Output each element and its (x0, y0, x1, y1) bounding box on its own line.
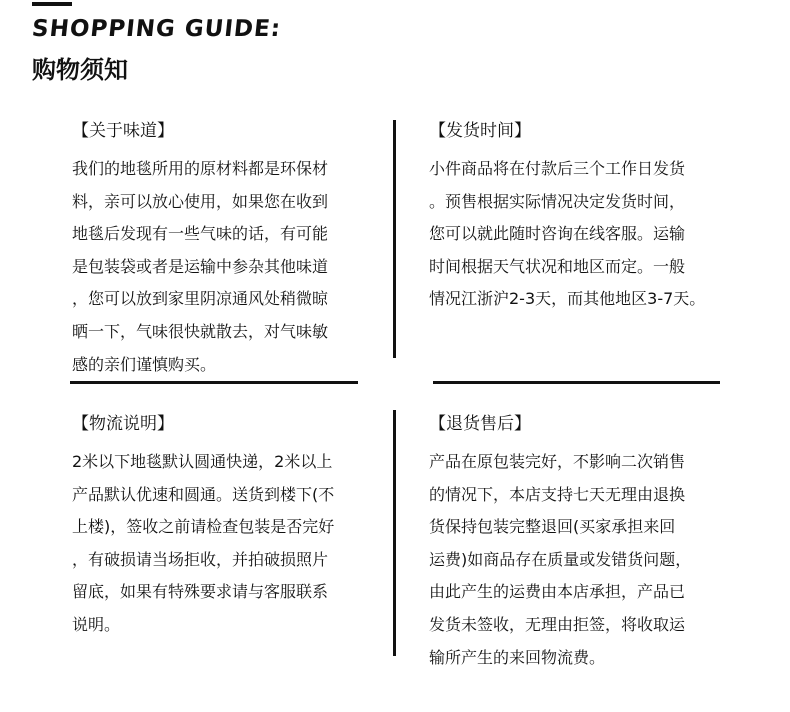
section-text-line: 2米以下地毯默认圆通快递，2米以上 (72, 452, 333, 471)
section-text-line: 小件商品将在付款后三个工作日发货 (429, 159, 686, 178)
section-title: 【物流说明】 (72, 414, 174, 434)
section-text-line: 地毯后发现有一些气味的话，有可能 (72, 224, 329, 244)
section-smell (72, 116, 328, 381)
section-text-line: 产品在原包装完好，不影响二次销售 (429, 452, 686, 471)
top-accent-bar (32, 2, 72, 6)
section-text-line: 产品默认优速和圆通。送货到楼下(不 (72, 484, 335, 504)
chinese-title: 购物须知 (32, 56, 128, 84)
vertical-divider-top (393, 120, 396, 358)
section-text-line: 的情况下，本店支持七天无理由退换 (429, 484, 686, 504)
section-text-line: 我们的地毯所用的原材料都是环保材 (72, 159, 329, 178)
section-text-line: 是包装袋或者是运输中参杂其他味道 (72, 256, 329, 276)
section-text-line: ，有破损请当场拒收，并拍破损照片 (72, 549, 329, 569)
section-title: 【关于味道】 (72, 121, 174, 141)
section-title: 【发货时间】 (429, 121, 531, 141)
horizontal-divider-left (70, 381, 358, 384)
section-text-line: 说明。 (72, 614, 121, 634)
section-text-line: 货保持包装完整退回(买家承担来回 (429, 517, 676, 537)
section-text-line: 您可以就此随时咨询在线客服。运输 (429, 224, 686, 244)
section-text-line: ，您可以放到家里阴凉通风处稍微晾 (72, 289, 329, 309)
section-text-line: 由此产生的运费由本店承担，产品已 (429, 582, 686, 602)
section-text-line: 输所产生的来回物流费。 (429, 647, 606, 667)
section-text-line: 发货未签收，无理由拒签，将收取运 (429, 614, 686, 634)
section-text-line: 上楼)，签收之前请检查包装是否完好 (72, 517, 335, 537)
section-text-line: 料，亲可以放心使用，如果您在收到 (72, 191, 329, 211)
section-text-line: 晒一下，气味很快就散去，对气味敏 (72, 321, 329, 341)
vertical-divider-bottom (393, 410, 396, 656)
section-shipping-time (429, 116, 705, 316)
section-text-line: 。预售根据实际情况决定发货时间， (429, 191, 686, 211)
section-text-line: 时间根据天气状况和地区而定。一般 (429, 256, 686, 276)
section-text-line: 留底，如果有特殊要求请与客服联系 (72, 582, 329, 602)
section-text-line: 运费)如商品存在质量或发错货问题， (429, 549, 692, 569)
section-text-line: 感的亲们谨慎购买。 (72, 354, 217, 374)
english-title: SHOPPING GUIDE: (30, 16, 283, 42)
section-returns (429, 409, 691, 674)
section-title: 【退货售后】 (429, 414, 531, 434)
section-text-line: 情况江浙沪2-3天，而其他地区3-7天。 (429, 289, 706, 309)
horizontal-divider-right (433, 381, 720, 384)
section-logistics (72, 409, 334, 642)
